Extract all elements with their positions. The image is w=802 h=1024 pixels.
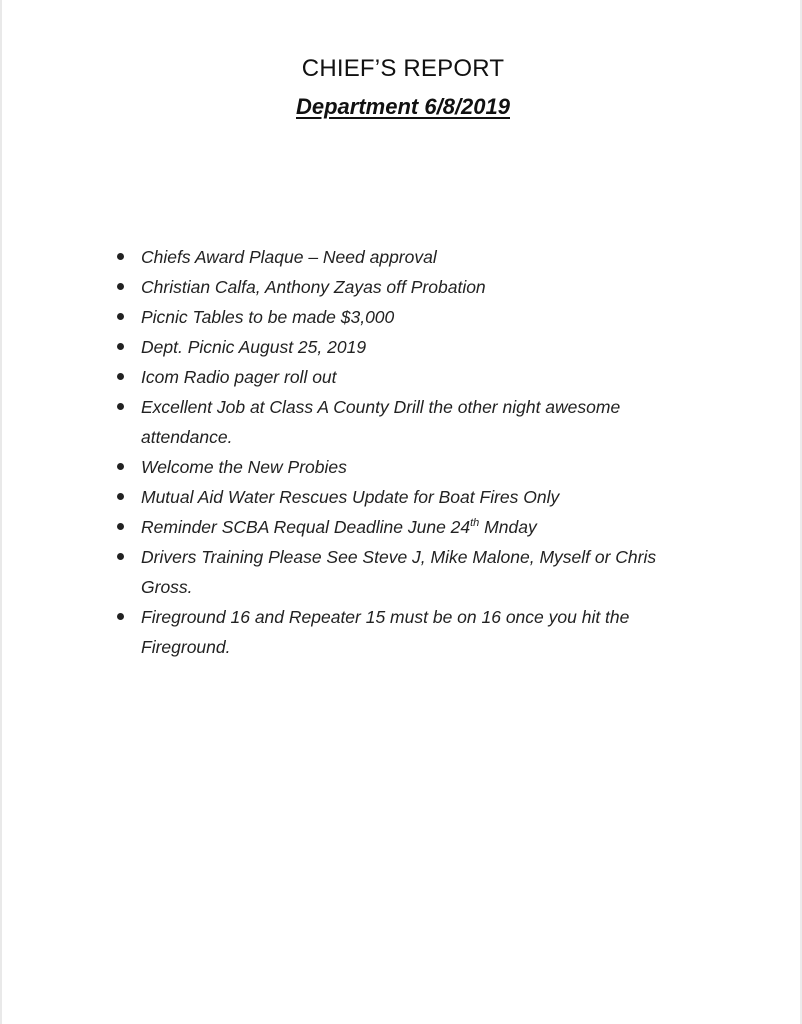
list-item-text: Excellent Job at Class A County Drill the other night awesome attendance. [141, 397, 621, 447]
subtitle-text: Department 6/8/2019 [296, 94, 510, 119]
list-item [2, 362, 701, 392]
bullet-icon [117, 613, 124, 620]
page-subtitle [2, 94, 802, 120]
bullet-icon [117, 343, 124, 350]
list-item-text-before: Reminder SCBA Requal Deadline June 24 [141, 517, 471, 537]
bullet-icon [117, 313, 124, 320]
page-title: CHIEF’S REPORT [301, 55, 505, 82]
list-item-text: Icom Radio pager roll out [141, 367, 337, 387]
list-item [2, 452, 701, 482]
list-item-text-after: Mnday [479, 517, 537, 537]
list-item [2, 242, 701, 272]
bullet-icon [117, 253, 124, 260]
list-item [2, 542, 701, 602]
bullet-icon [117, 463, 124, 470]
list-item-text: Chiefs Award Plaque – Need approval [141, 247, 437, 267]
list-item [2, 602, 701, 662]
list-item-text: Christian Calfa, Anthony Zayas off Probation [141, 277, 486, 297]
report-list [2, 242, 701, 662]
list-item-text: Drivers Training Please See Steve J, Mike Malone, Myself or Chris Gross. [141, 547, 657, 597]
list-item-text: Welcome the New Probies [141, 457, 347, 477]
bullet-icon [117, 403, 124, 410]
bullet-icon [117, 553, 124, 560]
list-item [2, 302, 701, 332]
bullet-icon [117, 283, 124, 290]
list-item [2, 332, 701, 362]
list-item-text: Picnic Tables to be made $3,000 [141, 307, 395, 327]
bullet-icon [117, 523, 124, 530]
list-item-superscript: th [470, 517, 480, 530]
list-item-text: Dept. Picnic August 25, 2019 [141, 337, 367, 357]
list-item-text: Fireground 16 and Repeater 15 must be on 16 once you hit the Fireground. [141, 607, 630, 657]
bullet-icon [117, 373, 124, 380]
list-item [2, 392, 701, 452]
list-item [2, 482, 701, 512]
list-item-text: Mutual Aid Water Rescues Update for Boat Fires Only [141, 487, 560, 507]
bullet-icon [117, 493, 124, 500]
list-item [2, 272, 701, 302]
list-item [2, 512, 701, 542]
